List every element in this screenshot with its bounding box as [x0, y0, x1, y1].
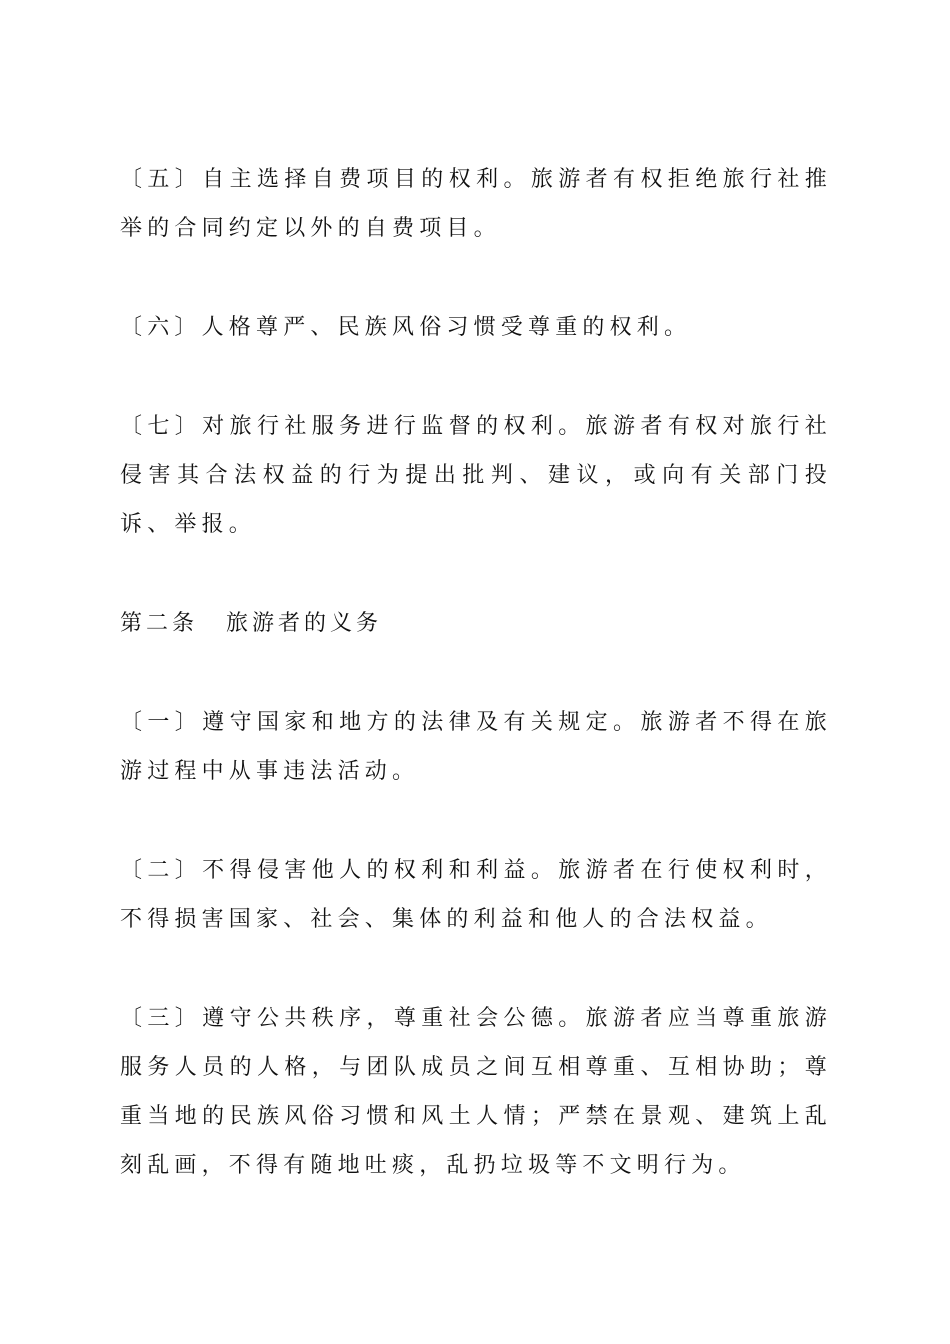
section-number: 第二条: [120, 611, 199, 636]
paragraph-duty-2: 〔二〕不得侵害他人的权利和利益。旅游者在行使权利时，不得损害国家、社会、集体的利益和他人的合法权益。: [120, 858, 832, 932]
section-title: 旅游者的义务: [226, 611, 383, 636]
document-page: [120, 155, 832, 1240]
paragraph-right-6: 〔六〕人格尊严、民族风俗习惯受尊重的权利。: [120, 315, 692, 340]
paragraph-right-5: 〔五〕自主选择自费项目的权利。旅游者有权拒绝旅行社推举的合同约定以外的自费项目。: [120, 167, 832, 241]
paragraph-duty-1: 〔一〕遵守国家和地方的法律及有关规定。旅游者不得在旅游过程中从事违法活动。: [120, 710, 832, 784]
paragraph-right-7: 〔七〕对旅行社服务进行监督的权利。旅游者有权对旅行社侵害其合法权益的行为提出批判、建议，或向有关部门投诉、举报。: [120, 414, 832, 537]
section-heading: [120, 599, 832, 648]
paragraph-duty-3: 〔三〕遵守公共秩序，尊重社会公德。旅游者应当尊重旅游服务人员的人格，与团队成员之间互相尊重、互相协助；尊重当地的民族风俗习惯和风土人情；严禁在景观、建筑上乱刻乱画，不得有随地吐痰，乱扔垃圾等不文明行为。: [120, 1006, 832, 1178]
